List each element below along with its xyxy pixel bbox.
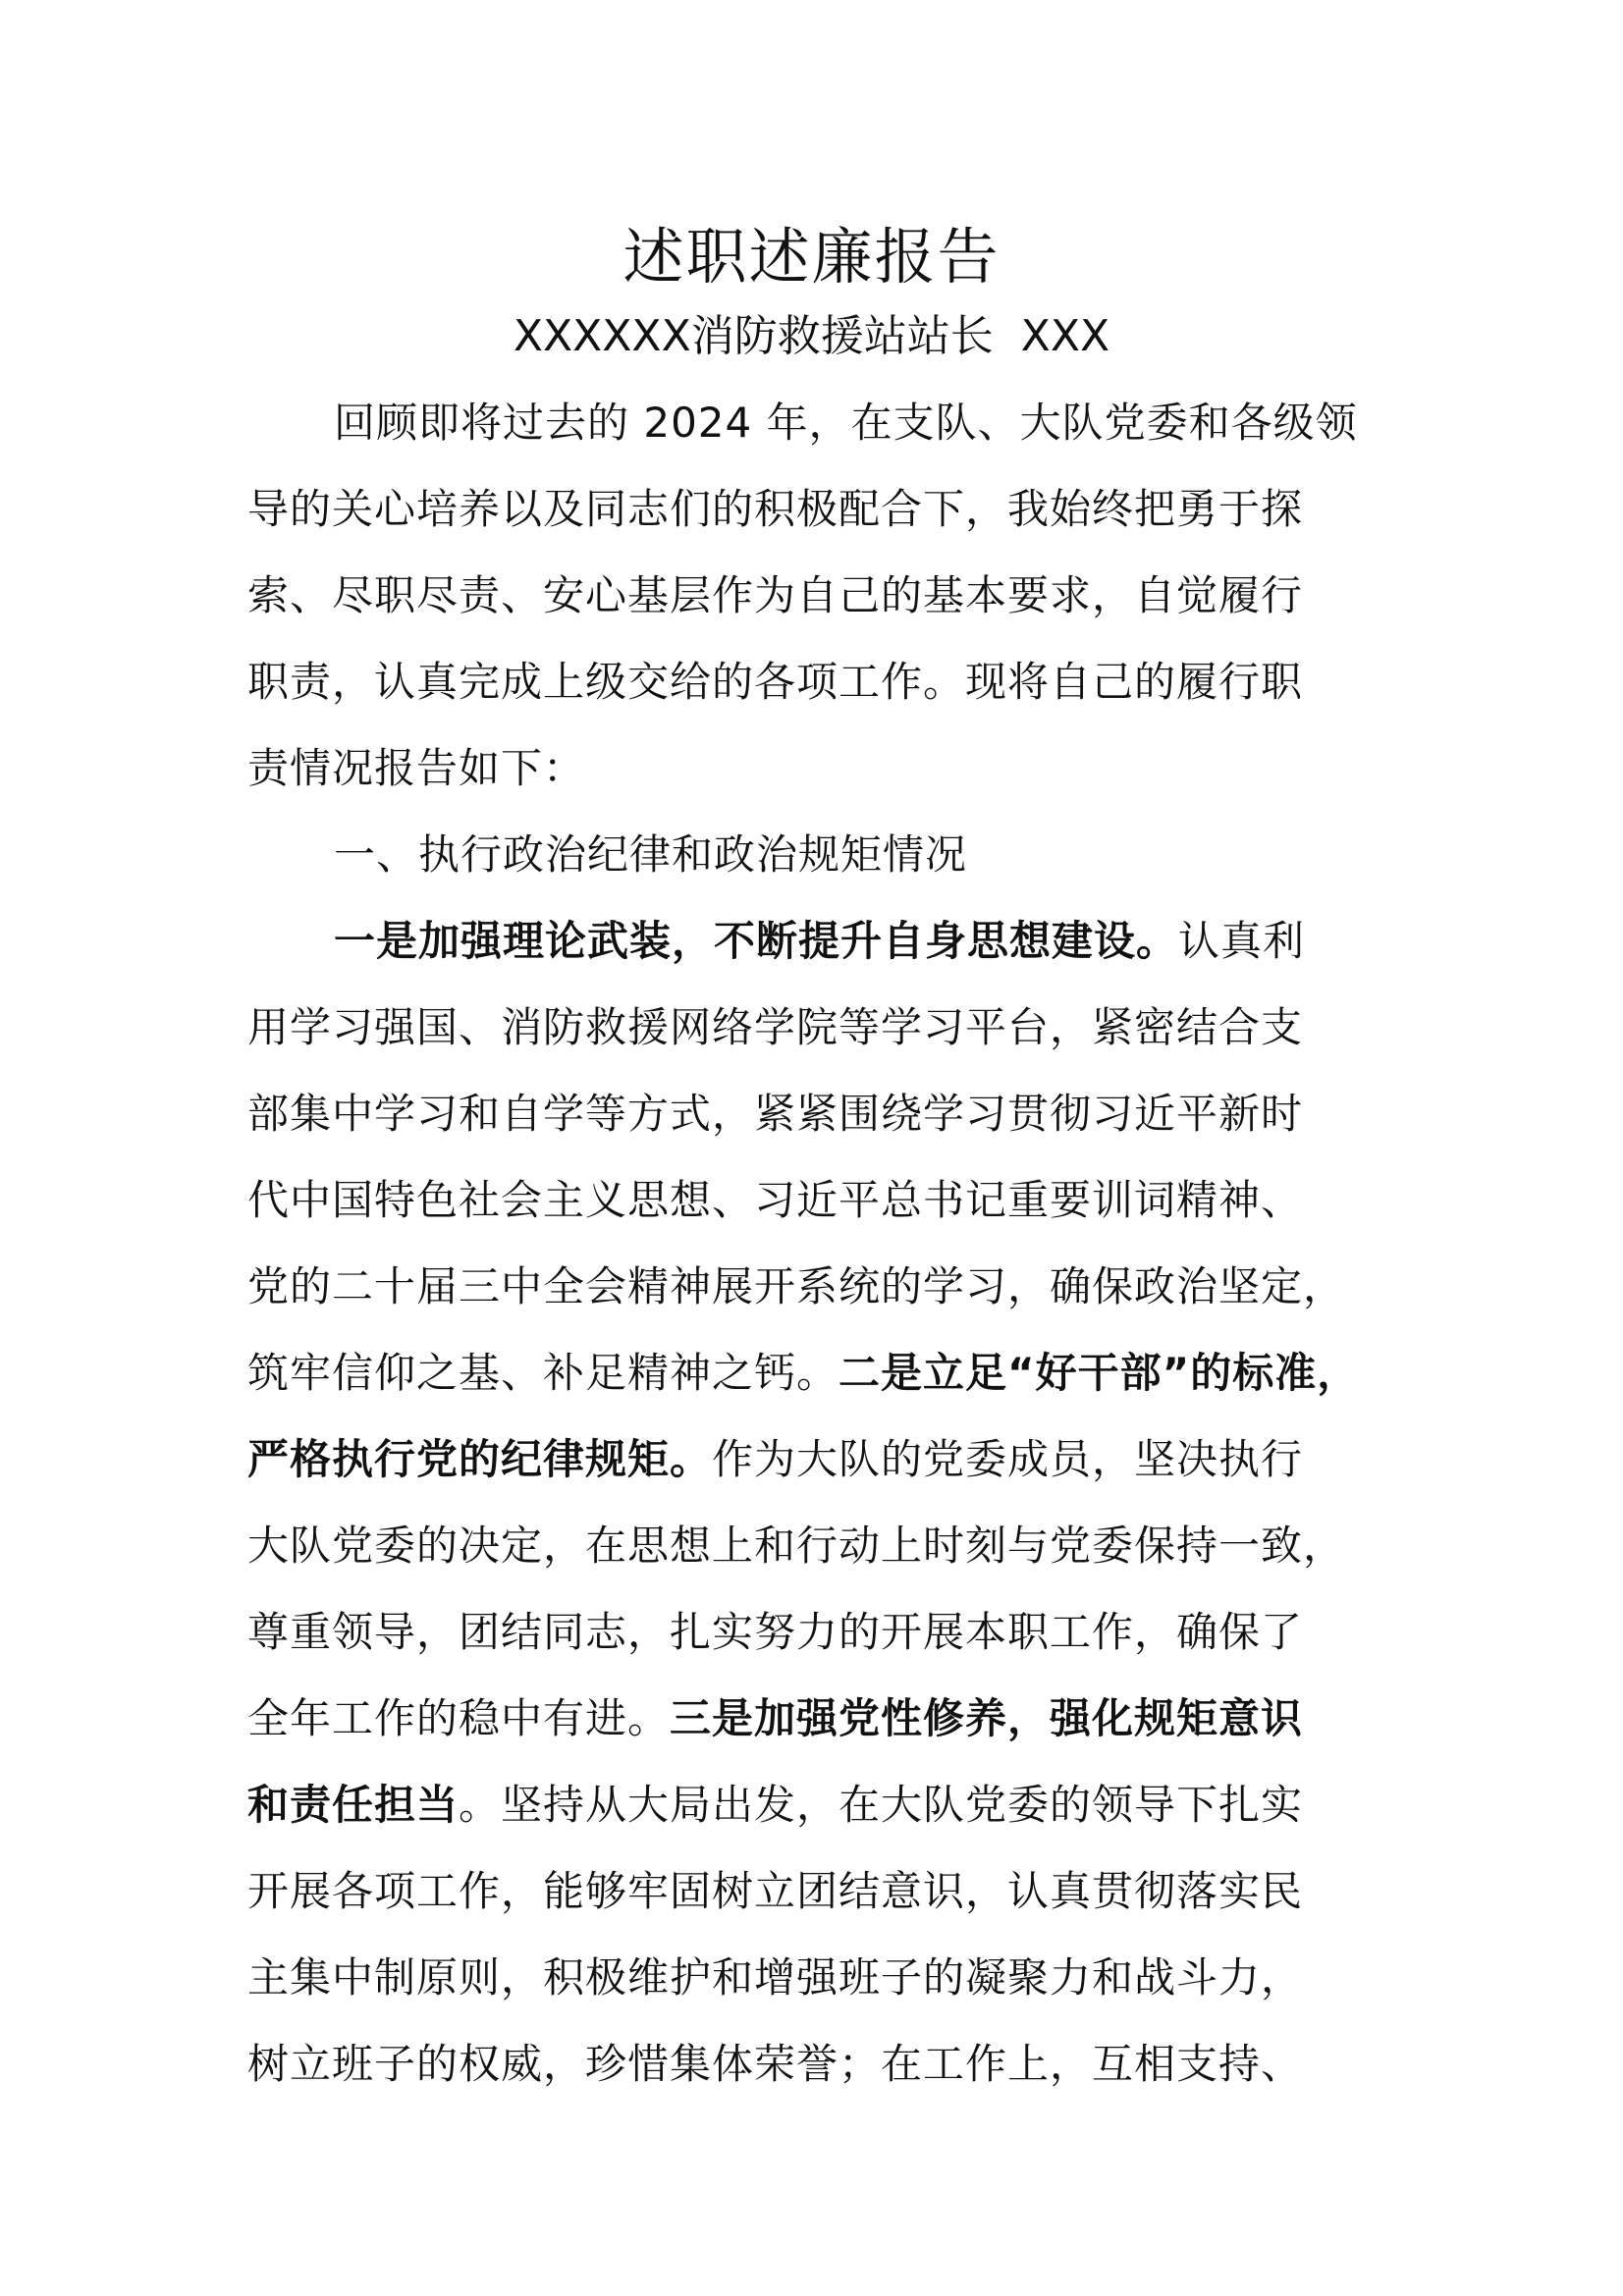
bold-phrase: 严格执行党的纪律规矩。 [247, 1435, 713, 1483]
paragraph-line: 开展各项工作，能够牢固树立团结意识，认真贯彻落实民 [247, 1867, 1304, 1915]
bold-phrase: 二是立足“好干部”的标准， [839, 1349, 1360, 1397]
bold-phrase: 三是加强党性修养，强化规矩意识 [670, 1694, 1304, 1742]
paragraph-line: 树立班子的权威，珍惜集体荣誉；在工作上，互相支持、 [247, 2040, 1304, 2088]
paragraph-line: 导的关心培养以及同志们的积极配合下，我始终把勇于探 [247, 485, 1304, 533]
paragraph-line: 严格执行党的纪律规矩。作为大队的党委成员，坚决执行 [247, 1435, 1304, 1483]
paragraph-line: 回顾即将过去的 2024 年，在支队、大队党委和各级领 [334, 399, 1358, 447]
paragraph-line: 代中国特色社会主义思想、习近平总书记重要训词精神、 [247, 1176, 1304, 1224]
paragraph-line: 和责任担当。坚持从大局出发，在大队党委的领导下扎实 [247, 1781, 1304, 1829]
document-title: 述职述廉报告 [622, 221, 1001, 293]
paragraph-line: 用学习强国、消防救援网络学院等学习平台，紧密结合支 [247, 1003, 1304, 1051]
paragraph-line: 主集中制原则，积极维护和增强班子的凝聚力和战斗力， [247, 1953, 1304, 2002]
document-subtitle: XXXXXX消防救援站站长 XXX [513, 311, 1110, 361]
paragraph-line: 尊重领导，团结同志，扎实努力的开展本职工作，确保了 [247, 1608, 1304, 1656]
paragraph-line: 责情况报告如下： [247, 744, 586, 792]
paragraph-line: 一是加强理论武装，不断提升自身思想建设。认真利 [334, 917, 1306, 965]
paragraph-line: 全年工作的稳中有进。三是加强党性修养，强化规矩意识 [247, 1694, 1304, 1742]
paragraph-line: 筑牢信仰之基、补足精神之钙。二是立足“好干部”的标准， [247, 1349, 1360, 1397]
paragraph-line: 职责，认真完成上级交给的各项工作。现将自己的履行职 [247, 658, 1304, 706]
paragraph-line: 党的二十届三中全会精神展开系统的学习，确保政治坚定， [247, 1262, 1346, 1310]
paragraph-line: 部集中学习和自学等方式，紧紧围绕学习贯彻习近平新时 [247, 1090, 1304, 1138]
paragraph-line: 索、尽职尽责、安心基层作为自己的基本要求，自觉履行 [247, 571, 1304, 619]
paragraph-line: 大队党委的决定，在思想上和行动上时刻与党委保持一致， [247, 1522, 1346, 1570]
section-heading: 一、执行政治纪律和政治规矩情况 [334, 830, 968, 879]
bold-phrase: 一是加强理论武装，不断提升自身思想建设。 [334, 917, 1179, 965]
bold-phrase: 和责任担当 [247, 1781, 460, 1829]
